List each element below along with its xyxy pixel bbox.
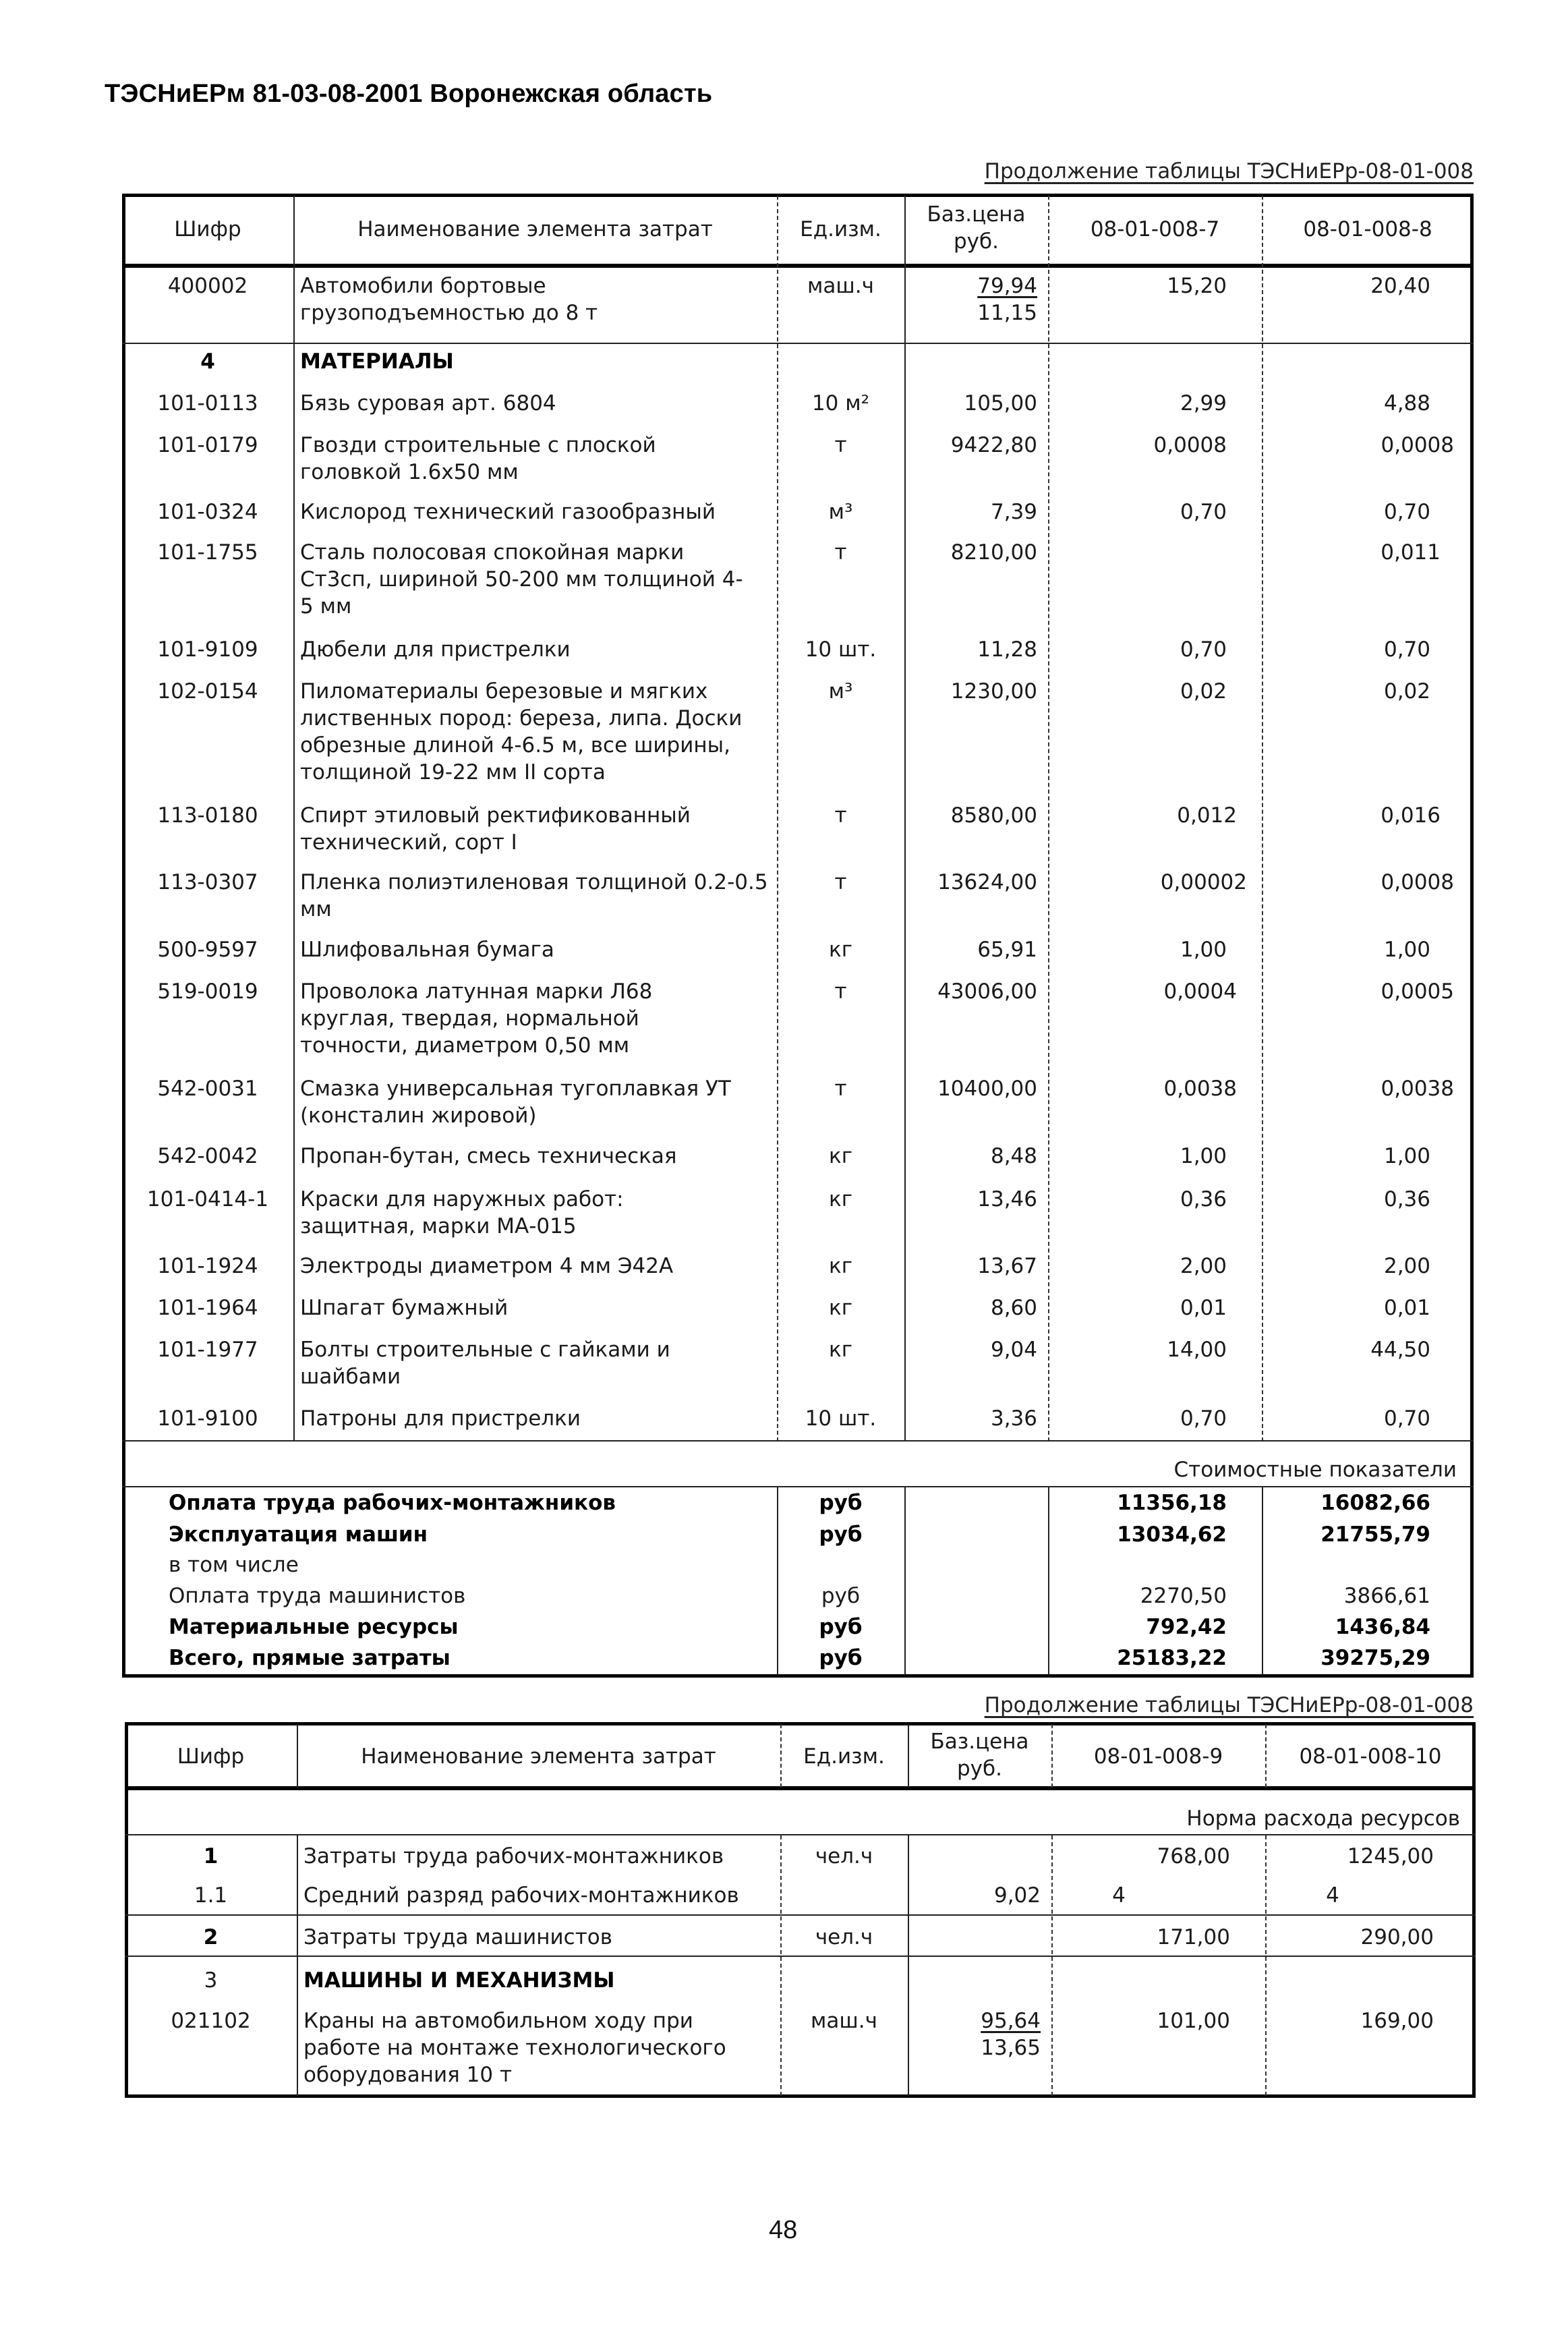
cost-unit: руб (819, 1646, 863, 1670)
row-name: Шлифовальная бумага (300, 938, 554, 962)
row-unit: чел.ч (815, 1844, 873, 1868)
row-value-col2: 1,00 (1383, 938, 1430, 962)
cost-label: Всего, прямые затраты (169, 1646, 451, 1670)
cost-unit: руб (819, 1491, 863, 1515)
row-name: Спирт этиловый ректификованный технический, сорт I (300, 803, 691, 855)
table1-continuation-caption: Продолжение таблицы ТЭСНиЕРр-08-01-008 (984, 159, 1474, 183)
row-code: 101-1977 (157, 1338, 258, 1362)
row-value-col2: 0,70 (1383, 500, 1430, 524)
row-value-col1: 0,012 (1177, 803, 1237, 828)
row-name: Гвозди строительные с плоской головкой 1.6х50 мм (300, 433, 656, 484)
row-value-col1: 0,70 (1180, 1406, 1227, 1431)
cost-value-col2: 16082,66 (1320, 1491, 1430, 1515)
cost-section-label: Стоимостные показатели (1173, 1458, 1457, 1482)
row-name: Затраты труда рабочих-монтажников (303, 1844, 724, 1868)
row-code: 102-0154 (157, 679, 258, 704)
row-price: 9,04 (990, 1338, 1037, 1362)
row-code: 500-9597 (157, 938, 258, 962)
row-name: Пропан-бутан, смесь техническая (300, 1144, 677, 1168)
row-name: Краны на автомобильном ходу при работе на монтаже технологического оборудования 10 т (303, 2009, 726, 2087)
cost-unit: руб (819, 1522, 863, 1547)
row-value-col2: 0,0008 (1381, 870, 1454, 894)
row-name: Пленка полиэтиленовая толщиной 0.2-0.5 мм (300, 870, 768, 921)
row-name: Электроды диаметром 4 мм Э42А (300, 1254, 674, 1278)
row-name: Болты строительные с гайками и шайбами (300, 1338, 670, 1389)
table2-header-divider (125, 1786, 1476, 1790)
row-value-col1: 0,0038 (1163, 1077, 1237, 1101)
row-price: 13624,00 (937, 870, 1037, 894)
row-value-col2: 4,88 (1383, 391, 1430, 416)
header-base-price-line1: Баз.цена (927, 202, 1026, 227)
row-price: 8,60 (990, 1296, 1037, 1320)
row-divider (125, 1956, 1476, 1957)
row-code: 113-0307 (157, 870, 258, 894)
row-unit: т (834, 540, 847, 565)
row-code: 101-1924 (157, 1254, 258, 1278)
t2-header-col2: 08-01-008-10 (1299, 1744, 1442, 1769)
row-value-col2: 1,00 (1383, 1144, 1430, 1168)
header-name: Наименование элемента затрат (357, 217, 713, 241)
row-code: 1 (203, 1844, 219, 1868)
row-code: 101-0324 (157, 500, 258, 524)
row-name: Кислород технический газообразный (300, 500, 716, 524)
row-unit: 10 шт. (805, 1406, 877, 1431)
header-col1: 08-01-008-7 (1090, 217, 1220, 241)
row-value-col2: 44,50 (1370, 1338, 1430, 1362)
cost-label: Оплата труда машинистов (169, 1584, 466, 1608)
cost-value-col1: 11356,18 (1117, 1491, 1227, 1515)
row-value-col2: 0,0038 (1381, 1077, 1454, 1101)
row-name: Автомобили бортовые грузоподъемностью до 8 т (300, 274, 598, 325)
row-price: 9,02 (993, 1883, 1041, 1908)
row-code: 101-1964 (157, 1296, 258, 1320)
row-price: 10400,00 (937, 1077, 1037, 1101)
document-title: ТЭСНиЕРм 81-03-08-2001 Воронежская область (105, 80, 713, 108)
row-code: 542-0042 (157, 1144, 258, 1168)
t2-col-divider-5 (1265, 1835, 1267, 2096)
row-code: 101-1755 (157, 540, 258, 565)
row-value-col1: 101,00 (1157, 2009, 1230, 2033)
row-value-col1: 4 (1112, 1883, 1126, 1908)
row-price: 65,91 (977, 938, 1037, 962)
t2-header-name: Наименование элемента затрат (361, 1744, 716, 1769)
row-code: 021102 (171, 2009, 251, 2033)
row-value-col1: 0,00002 (1160, 870, 1247, 894)
row-value-col2: 0,01 (1383, 1296, 1430, 1320)
row-divider (122, 343, 1474, 344)
row-value-col2: 0,0005 (1381, 979, 1454, 1004)
row-value-col1: 1,00 (1180, 938, 1227, 962)
row-price: 43006,00 (937, 979, 1037, 1004)
row-unit: т (834, 870, 847, 894)
row-value-col2: 0,70 (1383, 637, 1430, 662)
cost-label: в том числе (169, 1553, 299, 1577)
row-value-col1: 0,70 (1180, 637, 1227, 662)
header-col2: 08-01-008-8 (1303, 217, 1432, 241)
t2-header-unit: Ед.изм. (803, 1744, 885, 1769)
cost-section-divider (122, 1486, 1474, 1487)
row-unit: кг (828, 1254, 852, 1278)
row-price-machinist: 13,65 (981, 2036, 1041, 2060)
row-value-col2: 2,00 (1383, 1254, 1430, 1278)
row-unit: маш.ч (807, 274, 874, 298)
row-value-col1: 2,00 (1180, 1254, 1227, 1278)
row-code: 101-0414-1 (146, 1187, 269, 1211)
row-price: 13,46 (977, 1187, 1037, 1211)
cost-value-col2: 21755,79 (1320, 1522, 1430, 1547)
row-unit: кг (828, 1296, 852, 1320)
cost-value-col2: 39275,29 (1320, 1646, 1430, 1670)
row-code: 101-9109 (157, 637, 258, 662)
row-value-col1: 0,36 (1180, 1187, 1227, 1211)
row-value-col2: 20,40 (1370, 274, 1430, 298)
row-divider (125, 1914, 1476, 1916)
row-unit: маш.ч (811, 2009, 877, 2033)
t2-header-col1: 08-01-008-9 (1093, 1744, 1223, 1769)
row-name: Патроны для пристрелки (300, 1406, 581, 1431)
norm-section-divider (125, 1834, 1476, 1835)
section-number: 4 (200, 349, 215, 374)
header-base-price-line2: руб. (954, 229, 999, 254)
cost-value-col1: 2270,50 (1140, 1584, 1227, 1608)
row-value-col2: 0,0008 (1381, 433, 1454, 457)
row-name: Пиломатериалы березовые и мягких лиственных пород: береза, липа. Доски обрезные длиной 4-6.5 м, все ширины, толщиной 19-22 мм II сорта (300, 679, 743, 784)
row-unit: кг (828, 1144, 852, 1168)
cost-value-col1: 792,42 (1146, 1615, 1227, 1639)
cost-unit: руб (821, 1584, 861, 1608)
row-unit: т (834, 433, 847, 457)
row-unit: м³ (828, 500, 853, 524)
row-value-col1: 2,99 (1180, 391, 1227, 416)
row-unit: т (834, 803, 847, 828)
row-value-col2: 0,02 (1383, 679, 1430, 704)
row-code: 400002 (167, 274, 248, 298)
row-unit: кг (828, 938, 852, 962)
row-value-col2: 0,011 (1381, 540, 1441, 565)
cost-value-col2: 3866,61 (1343, 1584, 1430, 1608)
row-code: 2 (203, 1925, 219, 1949)
row-price: 11,28 (977, 637, 1037, 662)
row-value-col1: 0,70 (1180, 500, 1227, 524)
page-number: 48 (769, 2216, 798, 2244)
row-name: Дюбели для пристрелки (300, 637, 571, 662)
t2-col-divider-2 (780, 1835, 782, 2096)
row-price: 3,36 (990, 1406, 1037, 1431)
row-unit: кг (828, 1338, 852, 1362)
row-name: Смазка универсальная тугоплавкая УТ (консталин жировой) (300, 1077, 731, 1128)
cost-value-col1: 25183,22 (1117, 1646, 1227, 1670)
t2-header-base-price-line1: Баз.цена (930, 1730, 1029, 1754)
row-price: 1230,00 (950, 679, 1037, 704)
row-value-col1: 15,20 (1167, 274, 1227, 298)
cost-label: Материальные ресурсы (169, 1615, 459, 1639)
row-value-col1: 0,02 (1180, 679, 1227, 704)
table1-col-divider-1 (293, 196, 295, 1442)
row-value-col1: 14,00 (1167, 1338, 1227, 1362)
row-price: 8,48 (990, 1144, 1037, 1168)
row-value-col2: 4 (1326, 1883, 1339, 1908)
row-name: Проволока латунная марки Л68 круглая, твердая, нормальной точности, диаметром 0,50 мм (300, 979, 653, 1058)
t2-header-base-price-line2: руб. (957, 1757, 1002, 1781)
t2-col-divider-1 (297, 1835, 298, 2096)
row-value-col1: 768,00 (1157, 1844, 1230, 1868)
row-name: Шпагат бумажный (300, 1296, 509, 1320)
row-code: 101-0179 (157, 433, 258, 457)
row-value-col2: 0,70 (1383, 1406, 1430, 1431)
row-name: Затраты труда машинистов (303, 1925, 613, 1949)
section-title: МАТЕРИАЛЫ (300, 349, 454, 374)
norm-section-label: Норма расхода ресурсов (1186, 1806, 1460, 1831)
header-base-price (904, 201, 1048, 255)
row-price: 105,00 (964, 391, 1037, 416)
row-unit: т (834, 979, 847, 1004)
row-unit: м³ (828, 679, 853, 704)
section-number: 3 (204, 1968, 218, 1993)
row-price-machinist: 11,15 (977, 301, 1037, 325)
row-code: 1.1 (194, 1883, 228, 1908)
t2-col-divider-4 (1051, 1835, 1053, 2096)
row-code: 542-0031 (157, 1077, 258, 1101)
header-unit: Ед.изм. (800, 217, 881, 241)
row-price: 7,39 (990, 500, 1037, 524)
t2-header-base-price (908, 1728, 1051, 1782)
cost-value-col1: 13034,62 (1117, 1522, 1227, 1547)
row-code: 113-0180 (157, 803, 258, 828)
t2-header-code: Шифр (177, 1744, 245, 1769)
row-unit: 10 шт. (805, 637, 877, 662)
row-code: 101-0113 (157, 391, 258, 416)
row-code: 519-0019 (157, 979, 258, 1004)
row-value-col2: 0,36 (1383, 1187, 1430, 1211)
row-value-col1: 0,0004 (1163, 979, 1237, 1004)
row-price: 79,94 (977, 274, 1037, 298)
section-title: МАШИНЫ И МЕХАНИЗМЫ (303, 1968, 615, 1993)
row-value-col2: 290,00 (1360, 1925, 1434, 1949)
row-price: 9422,80 (950, 433, 1037, 457)
row-value-col2: 0,016 (1381, 803, 1441, 828)
cost-col-divider-2 (904, 1487, 906, 1675)
row-price: 8580,00 (950, 803, 1037, 828)
row-unit: чел.ч (815, 1925, 873, 1949)
row-unit: 10 м² (811, 391, 870, 416)
header-code: Шифр (174, 217, 241, 241)
cost-unit: руб (819, 1615, 863, 1639)
row-value-col1: 171,00 (1157, 1925, 1230, 1949)
table1-header-divider (122, 264, 1474, 268)
row-code: 101-9100 (157, 1406, 258, 1431)
row-name: Бязь суровая арт. 6804 (300, 391, 556, 416)
cost-label: Эксплуатация машин (169, 1522, 428, 1547)
row-price: 8210,00 (950, 540, 1037, 565)
materials-end-divider (122, 1440, 1474, 1442)
row-price: 95,64 (981, 2009, 1041, 2033)
row-value-col2: 1245,00 (1347, 1844, 1434, 1868)
cost-value-col2: 1436,84 (1335, 1615, 1430, 1639)
row-unit: т (834, 1077, 847, 1101)
row-value-col1: 0,01 (1180, 1296, 1227, 1320)
table2-continuation-caption: Продолжение таблицы ТЭСНиЕРр-08-01-008 (984, 1693, 1474, 1717)
row-price: 13,67 (977, 1254, 1037, 1278)
row-value-col1: 1,00 (1180, 1144, 1227, 1168)
row-name: Краски для наружных работ: защитная, марки МА-015 (300, 1187, 624, 1238)
row-value-col2: 169,00 (1360, 2009, 1434, 2033)
row-name: Средний разряд рабочих-монтажников (303, 1883, 739, 1908)
row-name: Сталь полосовая спокойная марки Ст3сп, шириной 50-200 мм толщиной 4-5 мм (300, 540, 743, 619)
row-value-col1: 0,0008 (1153, 433, 1227, 457)
cost-label: Оплата труда рабочих-монтажников (169, 1491, 616, 1515)
row-unit: кг (828, 1187, 852, 1211)
